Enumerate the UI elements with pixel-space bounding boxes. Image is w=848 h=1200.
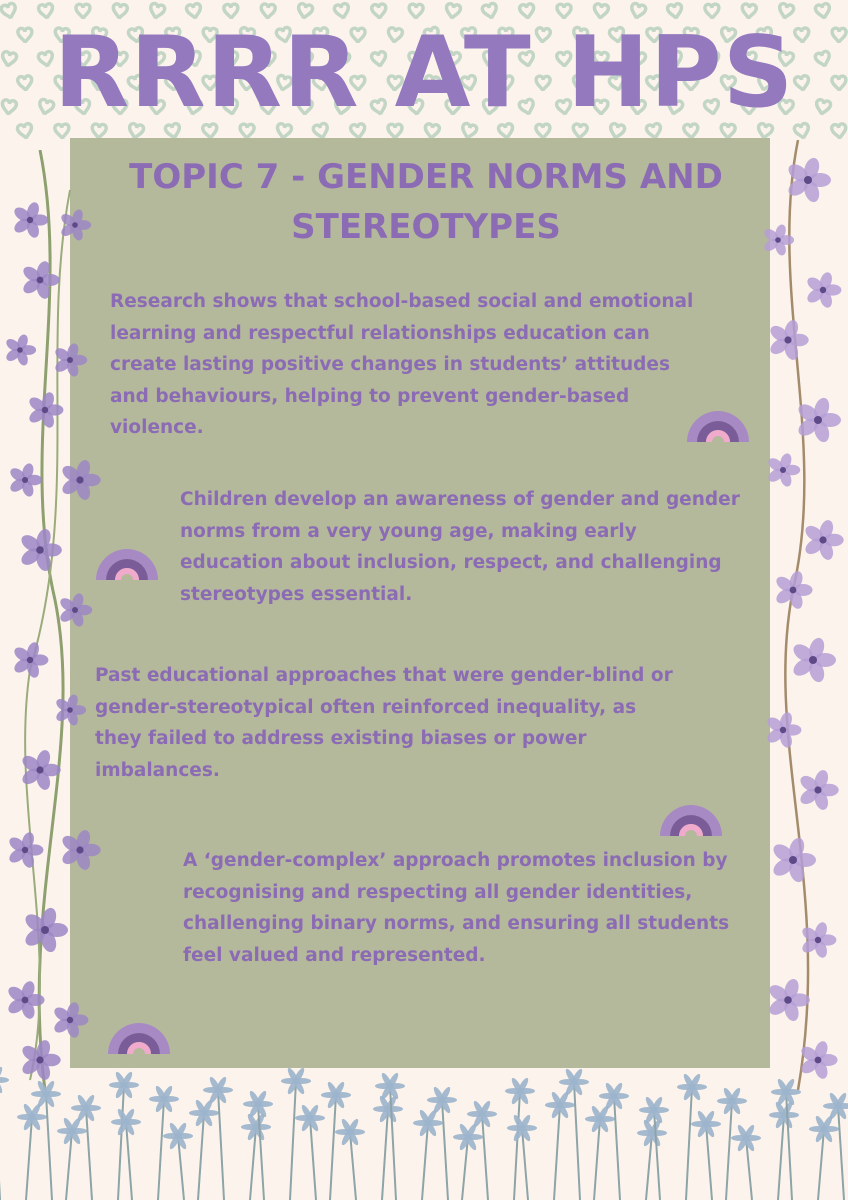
poster-title: RRRR AT HPS <box>53 16 795 130</box>
rainbow-icon <box>656 778 726 838</box>
flower-vine-left-decoration <box>0 150 115 1090</box>
paragraph-gender-complex: A ‘gender-complex’ approach promotes inclusion by recognising and respecting all gender identities, challenging binary norms, and ensuring all students feel valued and represented. <box>183 850 730 966</box>
blue-flower-meadow-decoration <box>0 1060 848 1200</box>
paragraph-research: Research shows that school-based social and emotional learning and respectful relationships education can create lasting positive changes in students’ attitudes and behaviours, helping to prevent gender-based violence. <box>110 291 694 438</box>
paragraph-past-approaches: Past educational approaches that were gender-blind or gender-stereotypical often reinforced inequality, as they failed to address existing biases or power imbalances. <box>95 665 673 781</box>
flower-vine-right-decoration <box>738 140 848 1090</box>
paragraph-children: Children develop an awareness of gender and gender norms from a very young age, making early education about inclusion, respect, and challenging stereotypes essential. <box>180 489 740 605</box>
topic-heading: TOPIC 7 - GENDER NORMS AND STEREOTYPES <box>129 157 723 247</box>
